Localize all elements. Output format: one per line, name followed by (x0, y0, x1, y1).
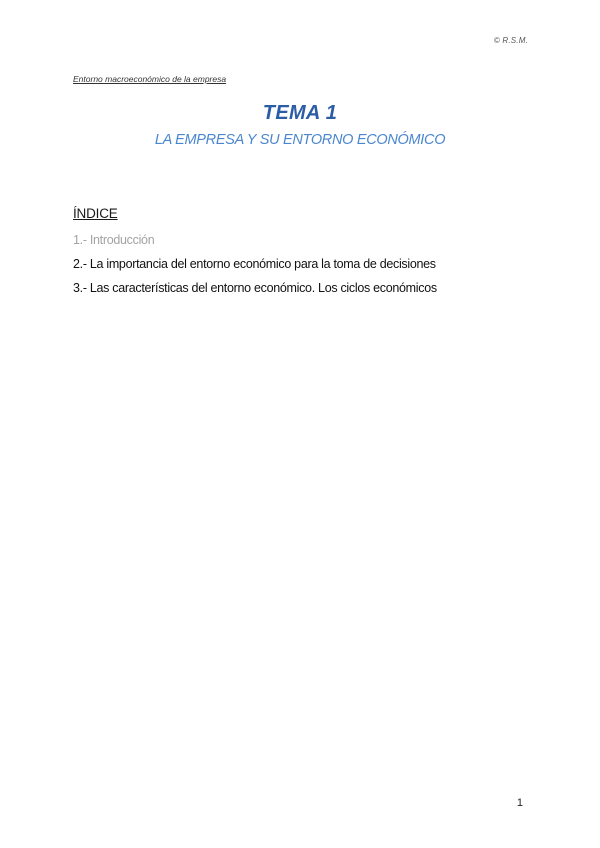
page-number: 1 (516, 797, 523, 809)
table-of-contents (73, 205, 533, 303)
running-header-title: Entorno macroeconómico de la empresa (73, 74, 227, 84)
index-item-caracteristicas-entorno: 3.- Las características del entorno económico. Los ciclos económicos (73, 281, 437, 295)
index-item-importancia-entorno: 2.- La importancia del entorno económico para la toma de decisiones (73, 257, 436, 271)
chapter-title: TEMA 1 (262, 102, 338, 124)
index-heading: ÍNDICE (73, 206, 118, 221)
title-block (0, 100, 600, 150)
chapter-subtitle: LA EMPRESA Y SU ENTORNO ECONÓMICO (154, 132, 446, 148)
copyright-notice: © R.S.M. (493, 36, 528, 45)
index-item-introduccion: 1.- Introducción (73, 233, 155, 247)
